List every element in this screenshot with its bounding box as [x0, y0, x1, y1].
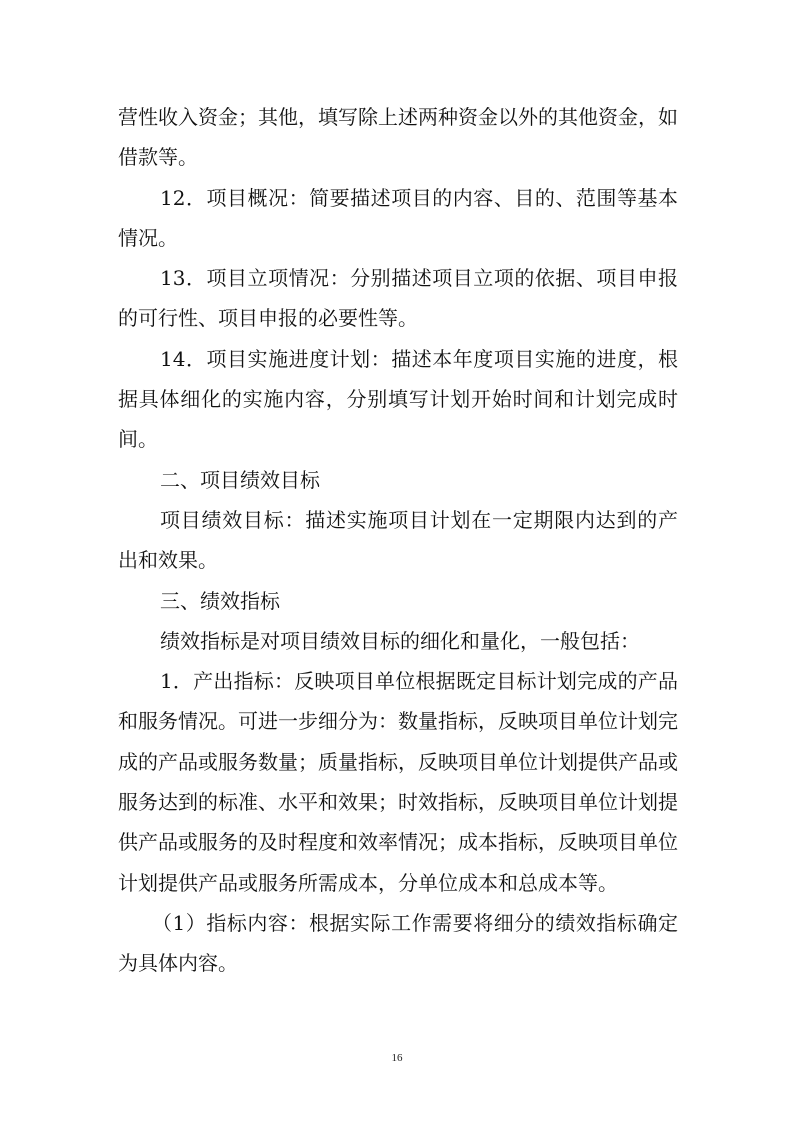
paragraph-performance-goals: 项目绩效目标：描述实施项目计划在一定期限内达到的产出和效果。: [118, 507, 678, 573]
paragraph-indicators-intro: 绩效指标是对项目绩效目标的细化和量化，一般包括：: [160, 628, 640, 653]
body-text: [118, 97, 678, 984]
paragraph-item-14-implementation-schedule: 14．项目实施进度计划：描述本年度项目实施的进度，根据具体细化的实施内容，分别填写计划开始时间和计划完成时间。: [118, 346, 678, 452]
paragraph-item-12-project-overview: 12．项目概况：简要描述项目的内容、目的、范围等基本情况。: [118, 185, 678, 250]
paragraph-item-13-project-approval: 13．项目立项情况：分别描述项目立项的依据、项目申报的可行性、项目申报的必要性等。: [118, 266, 678, 331]
paragraph-funding-continued: 营性收入资金；其他，填写除上述两种资金以外的其他资金，如借款等。: [118, 105, 678, 170]
section-heading-performance-goals: 二、项目绩效目标: [160, 467, 320, 492]
page-number: 16: [391, 1052, 403, 1064]
paragraph-output-indicators: 1．产出指标：反映项目单位根据既定目标计划完成的产品和服务情况。可进一步细分为：数量指标，反映项目单位计划完成的产品或服务数量；质量指标，反映项目单位计划提供产品或服务达到的标准、水平和效果；时效指标，反映项目单位计划提供产品或服务的及时程度和效率情况；成本指标，反映项目单位计划提供产品或服务所需成本，分单位成本和总成本等。: [118, 669, 678, 895]
paragraph-indicator-content: （1）指标内容：根据实际工作需要将细分的绩效指标确定为具体内容。: [118, 910, 678, 976]
section-heading-performance-indicators: 三、绩效指标: [160, 588, 280, 613]
